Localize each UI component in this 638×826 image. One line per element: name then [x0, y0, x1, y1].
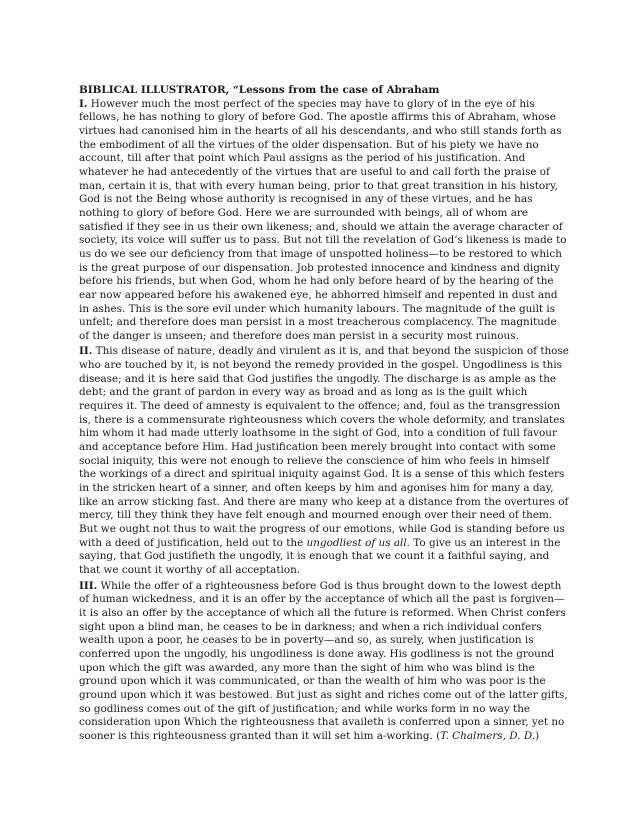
section-one: [79, 98, 569, 344]
document-title: BIBLICAL ILLUSTRATOR, “Lessons from the case of Abraham: [79, 84, 440, 96]
section-text-continued: ): [535, 729, 540, 742]
section-text-continued: . To give us an interest in the saying, that God justifieth the ungodly, it is enough that we count it a faithful saying, and that we count it worthy of all acceptation.: [79, 536, 561, 576]
section-three: [79, 580, 569, 744]
section-number: II.: [79, 345, 93, 358]
emphasis-text: ungodliest of us all: [306, 536, 407, 549]
document-page: [79, 84, 569, 746]
section-number: III.: [79, 579, 98, 592]
section-text: This disease of nature, deadly and virulent as it is, and that beyond the suspicion of those who are touched by it, is not beyond the remedy provided in the gospel. Ungodliness is this disease; and it is here said that God justifies the ungodly. The discharge is as ample as the debt; and the grant of pardon in every way as broad and as long as is the guilt which requires it. The deed of amnesty is equivalent to the offence; and, foul as the transgression is, there is a commensurate righteousness which covers the whole deformity, and translates him whom it had made utterly loathsome in the sight of God, into a condition of full favour and acceptance before Him. Had justification been merely brought into contact with some social iniquity, this were not enough to relieve the conscience of him who feels in himself the workings of a direct and spiritual iniquity against God. It is a sense of this which festers in the stricken heart of a sinner, and often keeps by him and agonises him for many a day, like an arrow sticking fast. And there are many who keep at a distance from the overtures of mercy, till they think they have felt enough and mourned enough over their need of them. But we ought not thus to wait the progress of our emotions, while God is standing before us with a deed of justification, held out to the: [79, 345, 569, 549]
section-text: While the offer of a righteousness before God is thus brought down to the lowest depth of human wickedness, and it is an offer by the acceptance of which all the past is forgiven—it is also an offer by the acceptance of which all the future is reformed. When Christ confers sight upon a blind man, he ceases to be in darkness; and when a rich individual confers wealth upon a poor, he ceases to be in poverty—and so, as surely, when justification is conferred upon the ungodly, his ungodliness is done away. His godliness is not the ground upon which the gift was awarded, any more than the sight of him who was blind is the ground upon which it was communicated, or than the wealth of him who was poor is the ground upon which it was bestowed. But just as sight and riches come out of the latter gifts, so godliness comes out of the gift of justification; and while works form in no way the consideration upon Which the righteousness that availeth is conferred upon a sinner, yet no sooner is this righteousness granted than it will set him a-working. (: [79, 579, 568, 742]
section-two: [79, 345, 569, 577]
attribution: T. Chalmers, D. D.: [440, 729, 536, 742]
section-text: However much the most perfect of the species may have to glory of in the eye of his fellows, he has nothing to glory of before God. The apostle affirms this of Abraham, whose virtues had canonised him in the hearts of all his descendants, and who still stands forth as the embodiment of all the virtues of the older dispensation. But of his piety we have no account, till after that point which Paul assigns as the period of his justification. And whatever he had antecedently of the virtues that are useful to and call forth the praise of man, certain it is, that with every human being, prior to that great transition in his history, God is not the Being whose authority is recognised in any of these virtues, and he has nothing to glory of before God. Here we are surrounded with beings, all of whom are satisfied if they see in us their own likeness; and, should we attain the average character of society, its voice will suffer us to pass. But not till the revelation of God’s likeness is made to us do we see our deficiency from that image of unspotted holiness—to be restored to which is the great purpose of our dispensation. Job protested innocence and kindness and dignity before his friends, but when God, whom he had only before heard of by the hearing of the ear now appeared before his awakened eye, he abhorred himself and repented in dust and in ashes. This is the sore evil under which humanity labours. The magnitude of the guilt is unfelt; and therefore does man persist in a most treacherous complacency. The magnitude of the danger is unseen; and therefore does man persist in a security most ruinous.: [79, 97, 567, 342]
section-number: I.: [79, 97, 88, 110]
